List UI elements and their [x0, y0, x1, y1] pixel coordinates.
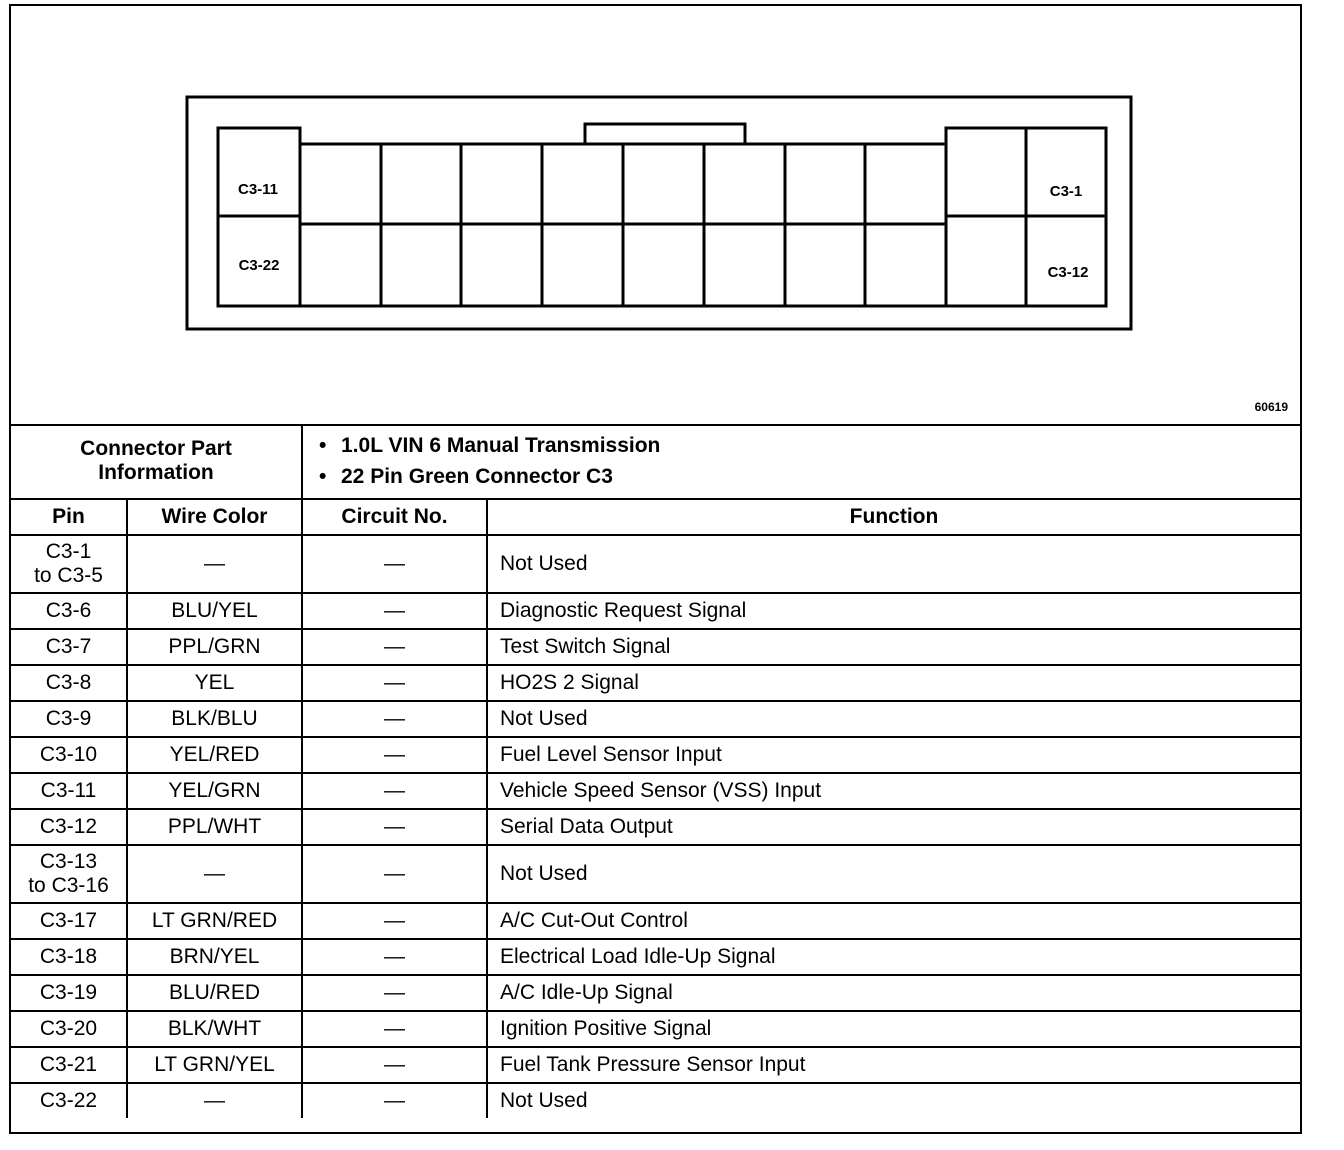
wire-color-cell: YEL [127, 665, 302, 701]
circuit-no-cell: — [302, 629, 487, 665]
function-cell: A/C Cut-Out Control [487, 903, 1300, 939]
table-row [11, 1047, 1300, 1083]
wire-color-cell: PPL/GRN [127, 629, 302, 665]
table-header-row [11, 499, 1300, 535]
connector-info-label: Connector Part Information [11, 424, 302, 499]
function-cell: Diagnostic Request Signal [487, 593, 1300, 629]
function-cell: Electrical Load Idle-Up Signal [487, 939, 1300, 975]
info-item: • 1.0L VIN 6 Manual Transmission [341, 430, 1300, 461]
pin-rows [11, 535, 1300, 1118]
function-cell: Test Switch Signal [487, 629, 1300, 665]
circuit-no-cell: — [302, 1011, 487, 1047]
pin-cell: C3-7 [11, 629, 127, 665]
wire-color-cell: BLU/RED [127, 975, 302, 1011]
wire-color-cell: — [127, 535, 302, 593]
table-row [11, 593, 1300, 629]
wire-color-cell: YEL/RED [127, 737, 302, 773]
pin-cell: C3-12 [11, 809, 127, 845]
pinout-table [11, 424, 1300, 1118]
circuit-no-cell: — [302, 593, 487, 629]
circuit-no-cell: — [302, 701, 487, 737]
pin-cell [11, 845, 127, 903]
locking-tab [585, 124, 745, 144]
circuit-no-cell: — [302, 737, 487, 773]
circuit-no-cell: — [302, 535, 487, 593]
function-cell: Vehicle Speed Sensor (VSS) Input [487, 773, 1300, 809]
pin-label-top-right: C3-1 [1049, 183, 1083, 200]
connector-info-list [302, 424, 1300, 499]
function-cell: Not Used [487, 535, 1300, 593]
pin-cell: C3-8 [11, 665, 127, 701]
circuit-no-cell: — [302, 939, 487, 975]
function-cell: A/C Idle-Up Signal [487, 975, 1300, 1011]
column-header-wire-color: Wire Color [127, 499, 302, 535]
pin-cell: C3-17 [11, 903, 127, 939]
pin-label-bottom-right: C3-12 [1047, 264, 1089, 281]
wire-color-cell: BLK/WHT [127, 1011, 302, 1047]
table-row [11, 629, 1300, 665]
table-row [11, 1011, 1300, 1047]
circuit-no-cell: — [302, 1047, 487, 1083]
function-cell: Ignition Positive Signal [487, 1011, 1300, 1047]
column-header-pin: Pin [11, 499, 127, 535]
circuit-no-cell: — [302, 1083, 487, 1118]
connector-info-row [11, 424, 1300, 499]
pin-cell: C3-20 [11, 1011, 127, 1047]
wire-color-cell: — [127, 1083, 302, 1118]
function-cell: Not Used [487, 701, 1300, 737]
circuit-no-cell: — [302, 665, 487, 701]
circuit-no-cell: — [302, 773, 487, 809]
connector-housing [187, 97, 1131, 329]
function-cell: Fuel Tank Pressure Sensor Input [487, 1047, 1300, 1083]
info-item: • 22 Pin Green Connector C3 [341, 461, 1300, 492]
pin-cell: C3-10 [11, 737, 127, 773]
table-row [11, 845, 1300, 903]
function-cell: Serial Data Output [487, 809, 1300, 845]
connector-face-drawing [11, 6, 1300, 424]
table-row [11, 809, 1300, 845]
pin-cell: C3-21 [11, 1047, 127, 1083]
table-row [11, 535, 1300, 593]
pin-cell: C3-6 [11, 593, 127, 629]
table-row [11, 1083, 1300, 1118]
wire-color-cell: BLK/BLU [127, 701, 302, 737]
connector-diagram [11, 6, 1300, 426]
circuit-no-cell: — [302, 845, 487, 903]
wire-color-cell: YEL/GRN [127, 773, 302, 809]
function-cell: Not Used [487, 1083, 1300, 1118]
table-row [11, 903, 1300, 939]
pin-range-end: to C3-16 [28, 874, 109, 897]
pin-cell: C3-11 [11, 773, 127, 809]
pin-cell: C3-19 [11, 975, 127, 1011]
function-cell: HO2S 2 Signal [487, 665, 1300, 701]
table-row [11, 737, 1300, 773]
function-cell: Not Used [487, 845, 1300, 903]
wire-color-cell: LT GRN/YEL [127, 1047, 302, 1083]
circuit-no-cell: — [302, 975, 487, 1011]
wire-color-cell: LT GRN/RED [127, 903, 302, 939]
circuit-no-cell: — [302, 809, 487, 845]
pin-cell: C3-9 [11, 701, 127, 737]
function-cell: Fuel Level Sensor Input [487, 737, 1300, 773]
wire-color-cell: — [127, 845, 302, 903]
pin-cell: C3-22 [11, 1083, 127, 1118]
circuit-no-cell: — [302, 903, 487, 939]
wire-color-cell: BRN/YEL [127, 939, 302, 975]
wire-color-cell: PPL/WHT [127, 809, 302, 845]
pin-cell [11, 535, 127, 593]
connector-sheet [9, 4, 1302, 1134]
column-header-function: Function [487, 499, 1300, 535]
pin-label-bottom-left: C3-22 [238, 257, 280, 274]
figure-number: 60619 [1254, 400, 1288, 414]
pin-range-start: C3-1 [45, 540, 92, 563]
table-row [11, 939, 1300, 975]
pin-label-top-left: C3-11 [237, 181, 279, 198]
table-row [11, 665, 1300, 701]
pin-range-end: to C3-5 [34, 564, 103, 587]
table-row [11, 773, 1300, 809]
column-header-circuit-no: Circuit No. [302, 499, 487, 535]
pin-range-start: C3-13 [39, 850, 98, 873]
wire-color-cell: BLU/YEL [127, 593, 302, 629]
pin-cell: C3-18 [11, 939, 127, 975]
table-row [11, 701, 1300, 737]
table-row [11, 975, 1300, 1011]
